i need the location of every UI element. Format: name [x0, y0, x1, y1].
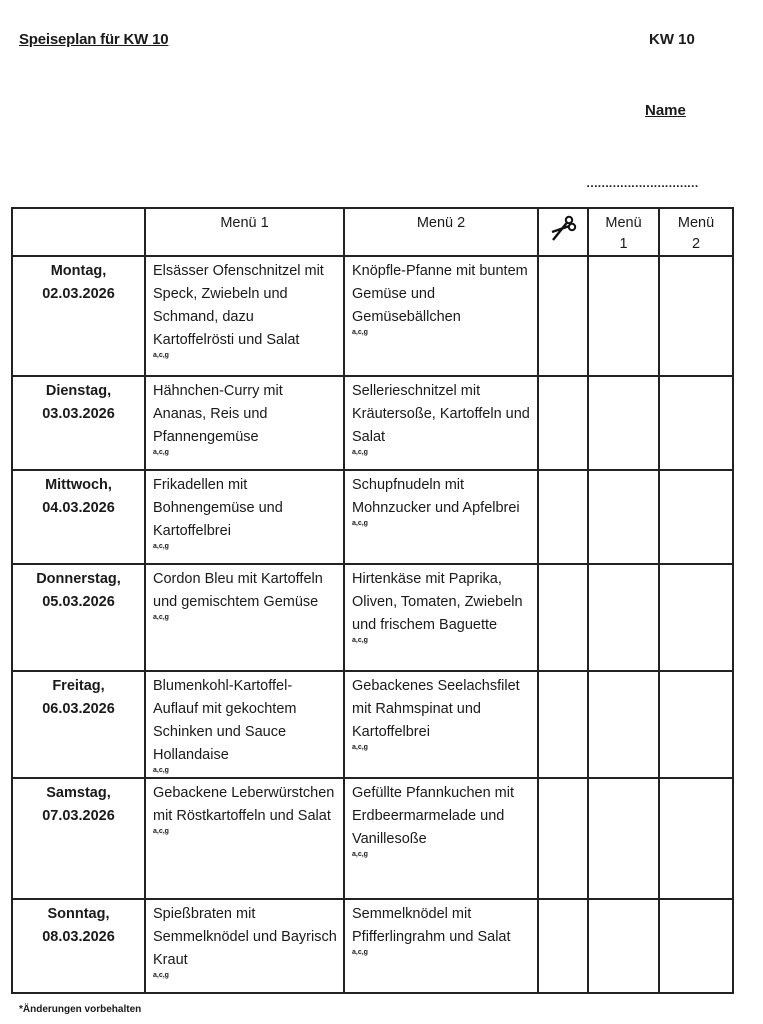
table-row — [12, 671, 733, 778]
day-name: Mittwoch, — [45, 477, 112, 493]
order-menu2-cell[interactable] — [659, 470, 733, 564]
menu2-dish: Gebackenes Seelachsfilet mit Rahmspinat und Kartoffelbrei — [352, 678, 520, 740]
menu2-allergens: a,c,g — [352, 329, 368, 336]
order-menu2-cell[interactable] — [659, 256, 733, 376]
cut-cell[interactable] — [538, 671, 588, 778]
menu1-cell — [145, 899, 344, 993]
menu1-dish: Frikadellen mit Bohnengemüse und Kartoffelbrei — [153, 477, 283, 539]
menu2-cell — [344, 470, 538, 564]
table-row — [12, 470, 733, 564]
day-name: Sonntag, — [47, 906, 110, 922]
menu1-allergens: a,c,g — [153, 828, 169, 835]
menu1-dish: Elsässer Ofenschnitzel mit Speck, Zwiebeln und Schmand, dazu Kartoffelrösti und Salat — [153, 263, 324, 348]
menu1-cell — [145, 470, 344, 564]
header-row — [12, 208, 733, 256]
day-cell — [12, 470, 145, 564]
menu2-dish: Sellerieschnitzel mit Kräutersoße, Kartoffeln und Salat — [352, 383, 530, 445]
table-row — [12, 778, 733, 899]
order-menu1-cell[interactable] — [588, 564, 659, 671]
day-cell — [12, 256, 145, 376]
table-row — [12, 376, 733, 470]
menu2-cell — [344, 376, 538, 470]
day-date: 04.03.2026 — [42, 500, 115, 516]
menu1-dish: Blumenkohl-Kartoffel-Auflauf mit gekochtem Schinken und Sauce Hollandaise — [153, 678, 297, 763]
header-menu2: Menü 2 — [344, 208, 538, 256]
day-date: 02.03.2026 — [42, 286, 115, 302]
menu1-dish: Cordon Bleu mit Kartoffeln und gemischtem Gemüse — [153, 571, 323, 610]
menu1-allergens: a,c,g — [153, 449, 169, 456]
order-menu2-cell[interactable] — [659, 564, 733, 671]
order-menu1-cell[interactable] — [588, 671, 659, 778]
day-cell — [12, 778, 145, 899]
menu2-allergens: a,c,g — [352, 637, 368, 644]
cut-cell[interactable] — [538, 256, 588, 376]
week-label: KW 10 — [649, 31, 695, 48]
cut-cell[interactable] — [538, 470, 588, 564]
order-menu1-cell[interactable] — [588, 899, 659, 993]
cut-cell[interactable] — [538, 899, 588, 993]
menu1-cell — [145, 671, 344, 778]
day-date: 03.03.2026 — [42, 406, 115, 422]
menu2-dish: Gefüllte Pfannkuchen mit Erdbeermarmelade und Vanillesoße — [352, 785, 515, 847]
menu1-cell — [145, 564, 344, 671]
day-name: Donnerstag, — [36, 571, 121, 587]
menu1-allergens: a,c,g — [153, 614, 169, 621]
day-date: 08.03.2026 — [42, 929, 115, 945]
day-name: Samstag, — [46, 785, 111, 801]
name-field[interactable]: ………………………… — [586, 176, 699, 190]
header-order-menu1: Menü 1 — [588, 208, 659, 256]
cut-cell[interactable] — [538, 778, 588, 899]
order-menu1-cell[interactable] — [588, 470, 659, 564]
scissors-icon — [548, 213, 578, 250]
menu1-dish: Spießbraten mit Semmelknödel und Bayrisch Kraut — [153, 906, 337, 968]
menu2-dish: Hirtenkäse mit Paprika, Oliven, Tomaten, Zwiebeln und frischem Baguette — [352, 571, 523, 633]
day-name: Montag, — [50, 263, 107, 279]
menu2-dish: Semmelknödel mit Pfifferlingrahm und Salat — [352, 906, 511, 945]
menu2-dish: Schupfnudeln mit Mohnzucker und Apfelbrei — [352, 477, 520, 516]
menu1-cell — [145, 376, 344, 470]
menu2-allergens: a,c,g — [352, 449, 368, 456]
page-title: Speiseplan für KW 10 — [19, 31, 169, 48]
order-menu2-cell[interactable] — [659, 778, 733, 899]
order-menu2-cell[interactable] — [659, 899, 733, 993]
menu1-allergens: a,c,g — [153, 767, 169, 774]
menu2-allergens: a,c,g — [352, 851, 368, 858]
day-date: 05.03.2026 — [42, 594, 115, 610]
menu2-cell — [344, 899, 538, 993]
menu2-dish: Knöpfle-Pfanne mit buntem Gemüse und Gemüsebällchen — [352, 263, 528, 325]
day-date: 06.03.2026 — [42, 701, 115, 717]
order-menu1-cell[interactable] — [588, 778, 659, 899]
menu2-cell — [344, 778, 538, 899]
order-menu2-cell[interactable] — [659, 376, 733, 470]
menu2-allergens: a,c,g — [352, 744, 368, 751]
cut-cell[interactable] — [538, 376, 588, 470]
cut-cell[interactable] — [538, 564, 588, 671]
menu2-allergens: a,c,g — [352, 949, 368, 956]
menu1-dish: Hähnchen-Curry mit Ananas, Reis und Pfannengemüse — [153, 383, 283, 445]
menu2-cell — [344, 671, 538, 778]
header-cut — [538, 208, 588, 256]
order-menu1-cell[interactable] — [588, 256, 659, 376]
menu1-allergens: a,c,g — [153, 543, 169, 550]
menu1-allergens: a,c,g — [153, 972, 169, 979]
header-menu1: Menü 1 — [145, 208, 344, 256]
menu1-cell — [145, 256, 344, 376]
day-cell — [12, 564, 145, 671]
meal-plan-table — [11, 207, 734, 994]
menu1-dish: Gebackene Leberwürstchen mit Röstkartoffeln und Salat — [153, 785, 335, 824]
order-menu2-cell[interactable] — [659, 671, 733, 778]
menu2-cell — [344, 564, 538, 671]
table-row — [12, 256, 733, 376]
menu2-allergens: a,c,g — [352, 520, 368, 527]
header-day — [12, 208, 145, 256]
day-cell — [12, 376, 145, 470]
day-date: 07.03.2026 — [42, 808, 115, 824]
order-menu1-cell[interactable] — [588, 376, 659, 470]
header-order-menu2: Menü 2 — [659, 208, 733, 256]
day-name: Dienstag, — [45, 383, 112, 399]
day-cell — [12, 899, 145, 993]
day-cell — [12, 671, 145, 778]
name-label: Name — [645, 102, 686, 119]
table-row — [12, 899, 733, 993]
day-name: Freitag, — [52, 678, 105, 694]
menu1-allergens: a,c,g — [153, 352, 169, 359]
menu2-cell — [344, 256, 538, 376]
table-row — [12, 564, 733, 671]
footer-note: *Änderungen vorbehalten — [19, 1004, 142, 1015]
menu1-cell — [145, 778, 344, 899]
